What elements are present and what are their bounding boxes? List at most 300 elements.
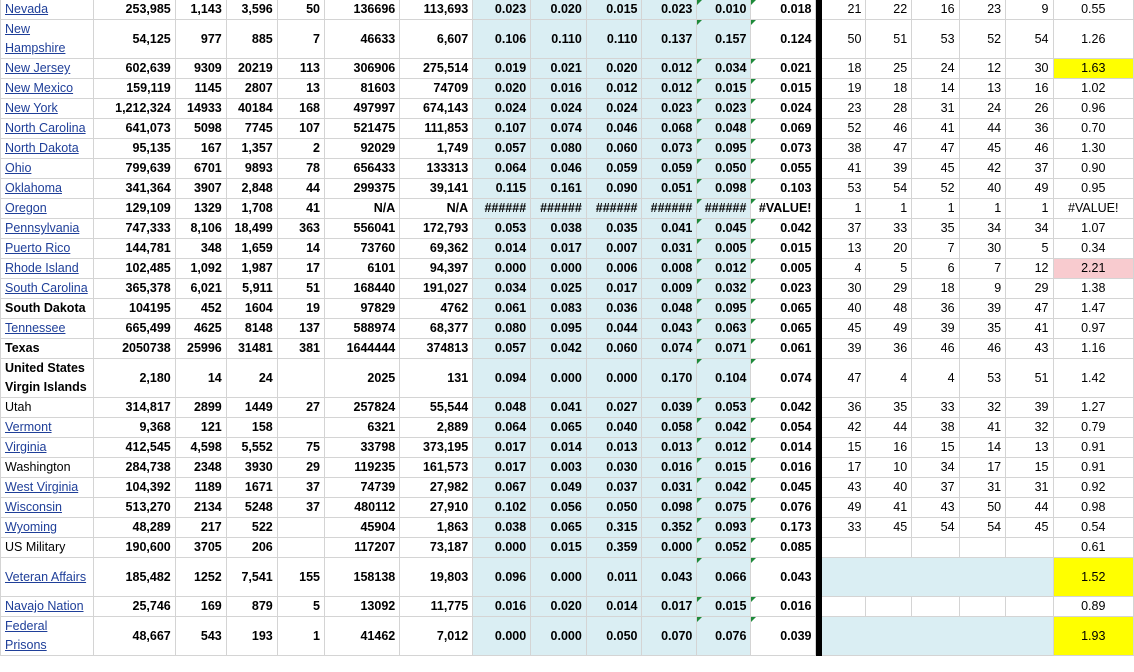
rank-cell[interactable]: 50 [822,20,866,59]
rank-cell[interactable]: 39 [912,319,959,339]
value-cell[interactable]: 73760 [325,239,400,259]
rank-cell[interactable]: 14 [912,79,959,99]
ratio-cell[interactable]: 0.34 [1053,239,1134,259]
value-cell[interactable]: 167 [175,139,226,159]
rank-cell[interactable] [1006,538,1053,558]
value-cell[interactable]: 747,333 [94,219,175,239]
value-cell[interactable]: 5248 [226,498,277,518]
rank-cell[interactable]: 24 [959,99,1006,119]
value-cell[interactable]: 0.037 [586,478,642,498]
value-cell[interactable]: 13092 [325,597,400,617]
value-cell[interactable]: 0.023 [642,0,697,20]
value-cell[interactable]: 0.015 [751,239,816,259]
value-cell[interactable]: 3,596 [226,0,277,20]
ratio-cell[interactable]: 0.97 [1053,319,1134,339]
value-cell[interactable]: 2,848 [226,179,277,199]
rank-cell[interactable]: 52 [912,179,959,199]
rank-cell[interactable]: 1 [959,199,1006,219]
value-cell[interactable]: 37 [277,498,324,518]
value-cell[interactable]: 0.157 [697,20,751,59]
value-cell[interactable]: 0.032 [697,279,751,299]
value-cell[interactable]: 9893 [226,159,277,179]
value-cell[interactable]: 75 [277,438,324,458]
rank-cell[interactable]: 42 [822,418,866,438]
value-cell[interactable]: 365,378 [94,279,175,299]
value-cell[interactable]: 46633 [325,20,400,59]
value-cell[interactable]: 0.053 [473,219,531,239]
value-cell[interactable]: 1,212,324 [94,99,175,119]
value-cell[interactable]: 1,659 [226,239,277,259]
rank-cell[interactable]: 24 [912,59,959,79]
value-cell[interactable]: 0.050 [586,498,642,518]
value-cell[interactable]: 0.065 [751,299,816,319]
rank-cell[interactable]: 32 [959,398,1006,418]
value-cell[interactable]: 0.045 [697,219,751,239]
value-cell[interactable]: 0.044 [586,319,642,339]
value-cell[interactable]: 0.017 [531,239,587,259]
state-name-cell[interactable]: New Jersey [1,59,94,79]
value-cell[interactable]: 543 [175,617,226,656]
value-cell[interactable]: 0.041 [642,219,697,239]
value-cell[interactable]: 0.048 [642,299,697,319]
rank-cell[interactable]: 31 [959,478,1006,498]
value-cell[interactable]: 27 [277,398,324,418]
value-cell[interactable]: 363 [277,219,324,239]
rank-cell[interactable]: 7 [959,259,1006,279]
rank-cell[interactable]: 12 [959,59,1006,79]
value-cell[interactable]: 107 [277,119,324,139]
value-cell[interactable]: 185,482 [94,558,175,597]
value-cell[interactable]: 0.018 [751,0,816,20]
rank-cell[interactable]: 1 [822,199,866,219]
value-cell[interactable]: 0.000 [531,558,587,597]
ratio-cell[interactable]: 2.21 [1053,259,1134,279]
value-cell[interactable]: 314,817 [94,398,175,418]
rank-cell[interactable]: 37 [912,478,959,498]
state-name-cell[interactable]: Texas [1,339,94,359]
rank-cell[interactable]: 13 [822,239,866,259]
rank-cell[interactable]: 28 [866,99,912,119]
value-cell[interactable]: 674,143 [400,99,473,119]
value-cell[interactable]: 0.019 [473,59,531,79]
value-cell[interactable]: 0.124 [751,20,816,59]
value-cell[interactable]: 348 [175,239,226,259]
value-cell[interactable]: 0.042 [697,478,751,498]
value-cell[interactable]: 2899 [175,398,226,418]
value-cell[interactable]: 1,357 [226,139,277,159]
value-cell[interactable]: 0.060 [586,139,642,159]
value-cell[interactable]: 0.115 [473,179,531,199]
value-cell[interactable]: 0.023 [642,99,697,119]
rank-cell[interactable] [866,538,912,558]
rank-cell[interactable]: 18 [822,59,866,79]
ratio-cell[interactable]: 0.70 [1053,119,1134,139]
value-cell[interactable]: 25,746 [94,597,175,617]
rank-cell[interactable]: 9 [959,279,1006,299]
value-cell[interactable]: 0.106 [473,20,531,59]
value-cell[interactable]: 0.352 [642,518,697,538]
value-cell[interactable]: 1644444 [325,339,400,359]
value-cell[interactable]: ###### [473,199,531,219]
value-cell[interactable]: 0.014 [586,597,642,617]
value-cell[interactable]: 0.095 [531,319,587,339]
rank-cell[interactable] [822,597,866,617]
rank-cell[interactable]: 22 [866,0,912,20]
rank-cell[interactable]: 4 [866,359,912,398]
value-cell[interactable]: 0.052 [697,538,751,558]
value-cell[interactable]: 0.045 [751,478,816,498]
rank-cell[interactable]: 53 [822,179,866,199]
value-cell[interactable]: 641,073 [94,119,175,139]
rank-cell[interactable]: 43 [822,478,866,498]
value-cell[interactable]: 0.061 [751,339,816,359]
value-cell[interactable]: 0.073 [642,139,697,159]
value-cell[interactable]: 0.039 [642,398,697,418]
value-cell[interactable]: 155 [277,558,324,597]
value-cell[interactable]: 113 [277,59,324,79]
value-cell[interactable]: 0.015 [751,79,816,99]
ratio-cell[interactable]: 0.95 [1053,179,1134,199]
value-cell[interactable]: 0.014 [751,438,816,458]
value-cell[interactable]: 0.017 [642,597,697,617]
ratio-cell[interactable]: 0.90 [1053,159,1134,179]
rank-cell[interactable]: 53 [912,20,959,59]
value-cell[interactable]: 0.074 [751,359,816,398]
value-cell[interactable]: 0.000 [473,259,531,279]
state-name-cell[interactable]: North Dakota [1,139,94,159]
rank-cell[interactable]: 49 [1006,179,1053,199]
value-cell[interactable]: 0.050 [697,159,751,179]
rank-cell[interactable]: 13 [1006,438,1053,458]
value-cell[interactable] [277,359,324,398]
value-cell[interactable]: 29 [277,458,324,478]
rank-cell[interactable]: 41 [866,498,912,518]
value-cell[interactable]: 69,362 [400,239,473,259]
value-cell[interactable]: 0.102 [473,498,531,518]
value-cell[interactable]: 0.016 [751,597,816,617]
state-name-cell[interactable]: Wyoming [1,518,94,538]
ratio-cell[interactable]: 0.96 [1053,99,1134,119]
rank-cell[interactable]: 46 [1006,139,1053,159]
rank-cell[interactable]: 51 [866,20,912,59]
value-cell[interactable]: 14933 [175,99,226,119]
state-name-cell[interactable]: Oklahoma [1,179,94,199]
value-cell[interactable]: 0.020 [531,597,587,617]
value-cell[interactable]: 2025 [325,359,400,398]
rank-cell[interactable]: 26 [1006,99,1053,119]
value-cell[interactable]: 39,141 [400,179,473,199]
value-cell[interactable]: 381 [277,339,324,359]
value-cell[interactable]: 452 [175,299,226,319]
rank-cell[interactable]: 46 [866,119,912,139]
value-cell[interactable]: ###### [531,199,587,219]
value-cell[interactable]: 48,289 [94,518,175,538]
rank-cell[interactable]: 35 [959,319,1006,339]
rank-cell[interactable]: 14 [959,438,1006,458]
rank-cell[interactable]: 12 [1006,259,1053,279]
rank-cell-merged[interactable] [822,558,1053,597]
value-cell[interactable]: 0.039 [751,617,816,656]
value-cell[interactable]: 497997 [325,99,400,119]
ratio-cell[interactable]: 0.92 [1053,478,1134,498]
value-cell[interactable]: 0.015 [697,458,751,478]
rank-cell[interactable]: 36 [866,339,912,359]
rank-cell[interactable]: 46 [959,339,1006,359]
rank-cell[interactable]: 39 [959,299,1006,319]
value-cell[interactable]: 136696 [325,0,400,20]
rank-cell[interactable]: 45 [866,518,912,538]
ratio-cell[interactable]: 0.91 [1053,438,1134,458]
value-cell[interactable]: 74739 [325,478,400,498]
value-cell[interactable]: 0.096 [473,558,531,597]
rank-cell[interactable]: 15 [912,438,959,458]
value-cell[interactable]: 1145 [175,79,226,99]
value-cell[interactable]: 0.015 [531,538,587,558]
rank-cell[interactable]: 44 [866,418,912,438]
value-cell[interactable]: 2348 [175,458,226,478]
value-cell[interactable]: 0.055 [751,159,816,179]
value-cell[interactable]: 169 [175,597,226,617]
value-cell[interactable]: 0.017 [473,438,531,458]
value-cell[interactable]: 885 [226,20,277,59]
ratio-cell[interactable]: 0.61 [1053,538,1134,558]
value-cell[interactable]: 7745 [226,119,277,139]
value-cell[interactable]: 879 [226,597,277,617]
rank-cell[interactable]: 41 [912,119,959,139]
rank-cell[interactable]: 40 [959,179,1006,199]
rank-cell[interactable]: 5 [1006,239,1053,259]
value-cell[interactable]: 0.000 [642,538,697,558]
value-cell[interactable]: 2050738 [94,339,175,359]
value-cell[interactable]: 0.031 [642,478,697,498]
value-cell[interactable]: 0.015 [697,79,751,99]
value-cell[interactable]: 0.067 [473,478,531,498]
value-cell[interactable]: 0.024 [473,99,531,119]
value-cell[interactable]: 275,514 [400,59,473,79]
value-cell[interactable]: 2807 [226,79,277,99]
value-cell[interactable]: 0.016 [531,79,587,99]
value-cell[interactable]: 0.065 [531,418,587,438]
value-cell[interactable]: 0.000 [531,259,587,279]
rank-cell[interactable]: 42 [959,159,1006,179]
value-cell[interactable]: 556041 [325,219,400,239]
value-cell[interactable]: 0.095 [697,299,751,319]
rank-cell[interactable]: 30 [1006,59,1053,79]
value-cell[interactable]: 0.057 [473,139,531,159]
ratio-cell[interactable]: 1.42 [1053,359,1134,398]
value-cell[interactable]: 0.041 [531,398,587,418]
value-cell[interactable]: 0.000 [531,359,587,398]
value-cell[interactable]: 0.065 [751,319,816,339]
value-cell[interactable]: 0.042 [531,339,587,359]
value-cell[interactable]: 6,607 [400,20,473,59]
value-cell[interactable]: 19,803 [400,558,473,597]
ratio-cell[interactable]: 0.55 [1053,0,1134,20]
state-name-cell[interactable]: New York [1,99,94,119]
value-cell[interactable]: 0.074 [531,119,587,139]
value-cell[interactable]: 0.020 [586,59,642,79]
value-cell[interactable]: 0.008 [642,259,697,279]
rank-cell[interactable]: 48 [866,299,912,319]
value-cell[interactable]: 0.013 [586,438,642,458]
ratio-cell[interactable]: 0.91 [1053,458,1134,478]
value-cell[interactable]: 73,187 [400,538,473,558]
value-cell[interactable]: 588974 [325,319,400,339]
value-cell[interactable]: ###### [697,199,751,219]
value-cell[interactable]: 306906 [325,59,400,79]
value-cell[interactable]: 0.020 [473,79,531,99]
ratio-cell[interactable]: 1.16 [1053,339,1134,359]
rank-cell[interactable]: 47 [912,139,959,159]
rank-cell[interactable] [959,538,1006,558]
rank-cell[interactable]: 39 [866,159,912,179]
rank-cell[interactable]: 1 [866,199,912,219]
value-cell[interactable]: 55,544 [400,398,473,418]
value-cell[interactable]: 113,693 [400,0,473,20]
value-cell[interactable]: 0.093 [697,518,751,538]
ratio-cell[interactable]: 1.30 [1053,139,1134,159]
value-cell[interactable]: 20219 [226,59,277,79]
value-cell[interactable]: 2 [277,139,324,159]
rank-cell[interactable]: 30 [822,279,866,299]
value-cell[interactable]: 81603 [325,79,400,99]
rank-cell[interactable]: 45 [1006,518,1053,538]
rank-cell-merged[interactable] [822,617,1053,656]
value-cell[interactable]: 4,598 [175,438,226,458]
value-cell[interactable]: 0.046 [531,159,587,179]
value-cell[interactable]: 68,377 [400,319,473,339]
value-cell[interactable]: 0.073 [751,139,816,159]
ratio-cell[interactable]: 0.89 [1053,597,1134,617]
state-name-cell[interactable]: Wisconsin [1,498,94,518]
value-cell[interactable]: 0.068 [642,119,697,139]
state-name-cell[interactable]: Nevada [1,0,94,20]
rank-cell[interactable]: 17 [822,458,866,478]
value-cell[interactable]: 1189 [175,478,226,498]
state-name-cell[interactable]: North Carolina [1,119,94,139]
value-cell[interactable]: 1449 [226,398,277,418]
ratio-cell[interactable]: 1.93 [1053,617,1134,656]
value-cell[interactable]: 0.080 [531,139,587,159]
value-cell[interactable]: 0.025 [531,279,587,299]
value-cell[interactable]: 1 [277,617,324,656]
value-cell[interactable]: 37 [277,478,324,498]
value-cell[interactable]: 19 [277,299,324,319]
value-cell[interactable]: 0.315 [586,518,642,538]
value-cell[interactable]: 0.024 [531,99,587,119]
value-cell[interactable]: 33798 [325,438,400,458]
value-cell[interactable]: 0.050 [586,617,642,656]
value-cell[interactable]: 480112 [325,498,400,518]
rank-cell[interactable]: 32 [1006,418,1053,438]
rank-cell[interactable]: 45 [912,159,959,179]
ratio-cell[interactable]: 1.47 [1053,299,1134,319]
value-cell[interactable]: 0.038 [473,518,531,538]
rank-cell[interactable]: 41 [959,418,1006,438]
value-cell[interactable]: 50 [277,0,324,20]
rank-cell[interactable]: 39 [1006,398,1053,418]
rank-cell[interactable] [866,597,912,617]
rank-cell[interactable]: 41 [822,159,866,179]
value-cell[interactable]: 0.161 [531,179,587,199]
rank-cell[interactable]: 52 [959,20,1006,59]
rank-cell[interactable]: 18 [866,79,912,99]
rank-cell[interactable] [822,538,866,558]
rank-cell[interactable]: 15 [1006,458,1053,478]
state-name-cell[interactable]: Tennessee [1,319,94,339]
rank-cell[interactable]: 34 [912,458,959,478]
rank-cell[interactable]: 17 [959,458,1006,478]
state-name-cell[interactable]: New Hampshire [1,20,94,59]
value-cell[interactable]: 7,012 [400,617,473,656]
rank-cell[interactable]: 41 [1006,319,1053,339]
value-cell[interactable]: 522 [226,518,277,538]
value-cell[interactable]: 0.094 [473,359,531,398]
state-name-cell[interactable]: West Virginia [1,478,94,498]
rank-cell[interactable]: 36 [822,398,866,418]
value-cell[interactable]: 2,180 [94,359,175,398]
state-name-cell[interactable]: Washington [1,458,94,478]
value-cell[interactable]: 5,552 [226,438,277,458]
value-cell[interactable]: 0.104 [697,359,751,398]
value-cell[interactable]: 0.080 [473,319,531,339]
rank-cell[interactable]: 37 [1006,159,1053,179]
value-cell[interactable]: 0.071 [697,339,751,359]
value-cell[interactable]: 133313 [400,159,473,179]
rank-cell[interactable]: 54 [1006,20,1053,59]
value-cell[interactable]: 95,135 [94,139,175,159]
value-cell[interactable]: 0.056 [531,498,587,518]
rank-cell[interactable]: 31 [912,99,959,119]
value-cell[interactable]: 0.074 [642,339,697,359]
value-cell[interactable]: 0.110 [531,20,587,59]
value-cell[interactable]: 161,573 [400,458,473,478]
value-cell[interactable]: 131 [400,359,473,398]
value-cell[interactable]: 0.083 [531,299,587,319]
rank-cell[interactable]: 21 [822,0,866,20]
state-name-cell[interactable]: Pennsylvania [1,219,94,239]
value-cell[interactable]: 0.012 [642,59,697,79]
value-cell[interactable]: 117207 [325,538,400,558]
value-cell[interactable]: 1,987 [226,259,277,279]
value-cell[interactable]: 2,889 [400,418,473,438]
value-cell[interactable]: 119235 [325,458,400,478]
value-cell[interactable]: 0.016 [642,458,697,478]
value-cell[interactable]: 0.020 [531,0,587,20]
value-cell[interactable]: 0.006 [586,259,642,279]
value-cell[interactable]: 0.107 [473,119,531,139]
value-cell[interactable]: 0.061 [473,299,531,319]
value-cell[interactable]: 0.170 [642,359,697,398]
value-cell[interactable]: 121 [175,418,226,438]
value-cell[interactable]: 4625 [175,319,226,339]
value-cell[interactable]: 0.070 [642,617,697,656]
value-cell[interactable]: 137 [277,319,324,339]
value-cell[interactable]: 412,545 [94,438,175,458]
value-cell[interactable]: 6101 [325,259,400,279]
rank-cell[interactable]: 52 [822,119,866,139]
rank-cell[interactable]: 7 [912,239,959,259]
value-cell[interactable] [277,518,324,538]
rank-cell[interactable]: 33 [822,518,866,538]
rank-cell[interactable]: 15 [822,438,866,458]
value-cell[interactable]: 0.053 [697,398,751,418]
rank-cell[interactable]: 54 [912,518,959,538]
rank-cell[interactable]: 43 [912,498,959,518]
value-cell[interactable]: 341,364 [94,179,175,199]
rank-cell[interactable]: 10 [866,458,912,478]
value-cell[interactable]: N/A [400,199,473,219]
